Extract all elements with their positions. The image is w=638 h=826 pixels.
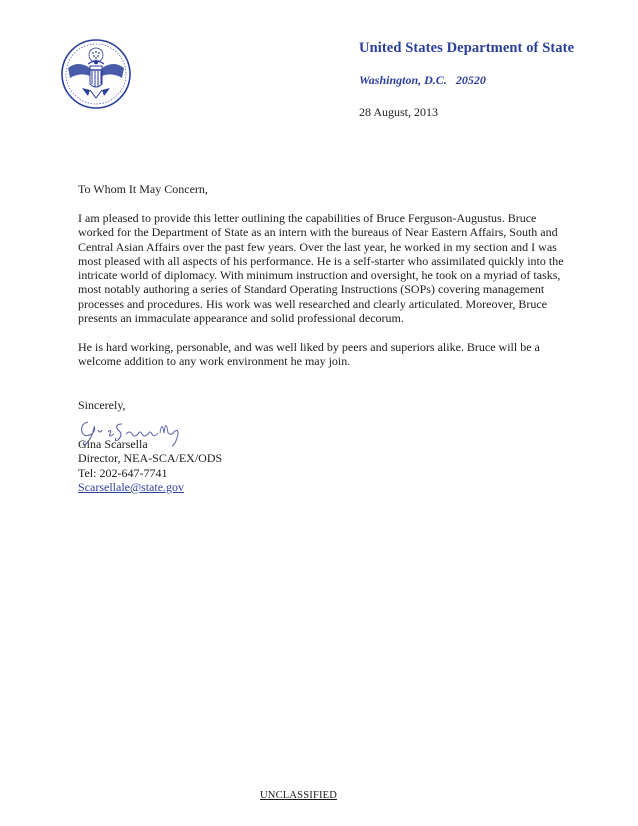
paragraph-line: presents an immaculate appearance and solid professional decorum. (78, 311, 404, 326)
salutation: To Whom It May Concern, (78, 182, 208, 196)
signer-email-link[interactable]: Scarsellale@state.gov (78, 479, 185, 494)
classification-footer: UNCLASSIFIED (260, 790, 338, 801)
paragraph-line: He is hard working, personable, and was well liked by peers and superiors alike. Bruce will be a (78, 340, 540, 354)
paragraph-line: I am pleased to provide this letter outlining the capabilities of Bruce Ferguson-Augustus. Bruce (78, 211, 537, 225)
paragraph-line: worked for the Department of State as an intern with the bureaus of Near Eastern Affairs, South and (78, 225, 558, 240)
paragraph-1 (78, 211, 578, 325)
department-name: United States Department of State (359, 40, 575, 56)
signer-phone: Tel: 202-647-7741 (78, 465, 168, 480)
signer-name: Gina Scarsella (78, 437, 148, 451)
paragraph-line: intricate world of diplomacy. With minimum instruction and oversight, he took on a myriad of tasks, (78, 268, 561, 283)
paragraph-line: processes and procedures. His work was well researched and clearly articulated. Moreover, Bruce (78, 296, 547, 311)
city-line (359, 73, 486, 88)
signature-block (78, 437, 222, 494)
paragraph-2 (78, 340, 578, 369)
zip-code: 20520 (455, 73, 486, 87)
paragraph-line: most pleased with all aspects of his performance. He is a self-starter who assimilated quickly into the (78, 253, 564, 268)
city: Washington, D.C. (359, 73, 447, 87)
paragraph-line: Central Asian Affairs over the past few years. Over the last year, he worked in my section and I was (78, 239, 557, 254)
signer-title: Director, NEA-SCA/EX/ODS (78, 451, 223, 466)
great-seal-icon (60, 38, 132, 110)
paragraph-line: most notably authoring a series of Standard Operating Instructions (SOPs) covering management (78, 282, 545, 297)
letter-date: 28 August, 2013 (359, 105, 439, 119)
closing: Sincerely, (78, 398, 126, 412)
paragraph-line: welcome addition to any work environment he may join. (78, 354, 351, 369)
